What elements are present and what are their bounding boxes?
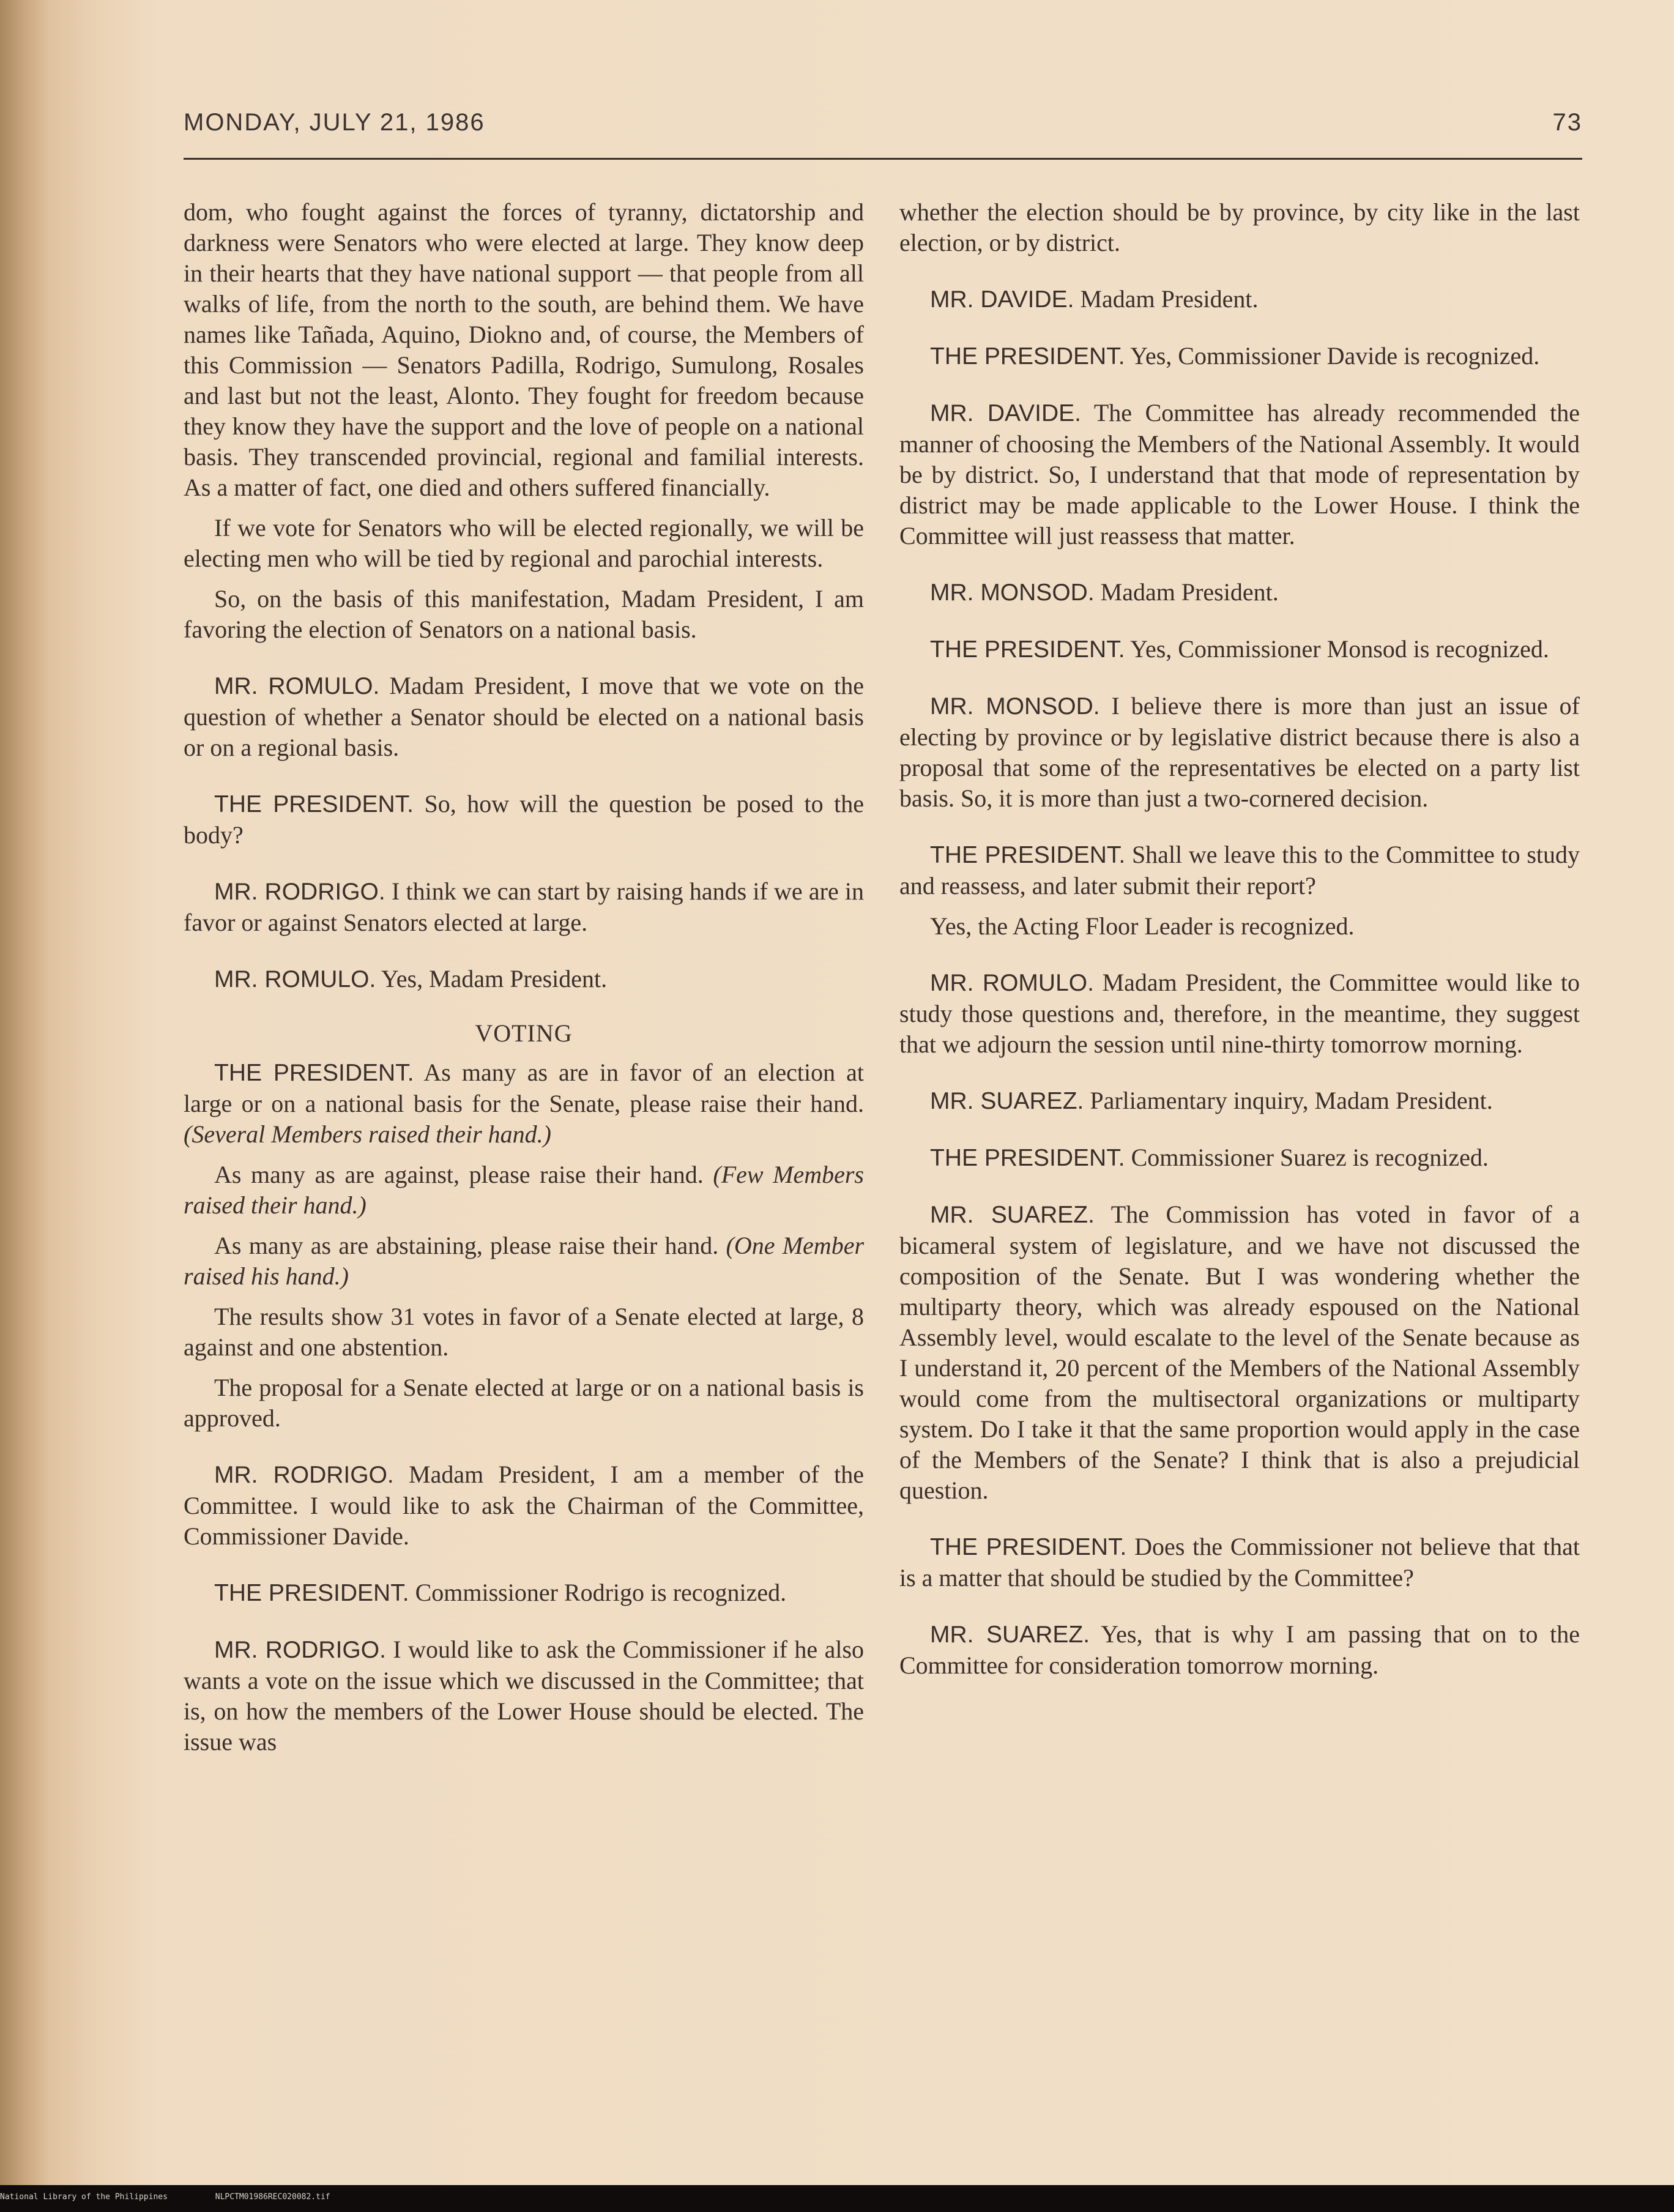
speech-paragraph [899,840,1580,901]
speaker-name: THE PRESIDENT. [930,1534,1127,1560]
speech-paragraph [899,577,1580,608]
speech-text: The Commission has voted in favor of a bicameral system of legislature, and we have not discussed the composition of the Senate. But I was wondering whether the multiparty theory, which was already espoused on the National Assembly level, would escalate to the level of the Senate because as I understand it, 20 percent of the Members of the National Assembly would come from the multisectoral organizations or multiparty system. Do I take it that the same proportion would apply in the case of the Members of the Senate? I think that is also a prejudicial question. [899,1201,1580,1504]
speech-text: Yes, that is why I am passing that on to the Committee for consideration tomorrow morning. [899,1620,1580,1679]
speech-paragraph [899,1199,1580,1506]
paragraph-text: As many as are abstaining, please raise their hand. [214,1232,719,1259]
speech-text: I would like to ask the Commissioner if he also wants a vote on the issue which we discussed in the Committee; that is, on how the members of the Lower House should be elected. The issue was [184,1636,865,1756]
continued-paragraph: whether the election should be by province, by city like in the last election, or by district. [899,198,1580,256]
speech-text: Shall we leave this to the Committee to study and reassess, and later submit their report? [899,841,1580,899]
page-number: 73 [1552,109,1582,136]
speaker-name: MR. RODRIGO. [214,1637,386,1663]
speaker-name: MR. DAVIDE. [930,286,1074,313]
speech-paragraph [899,691,1580,814]
speaker-name: THE PRESIDENT. [930,842,1126,868]
speech-text: Parliamentary inquiry, Madam President. [1090,1087,1493,1114]
speaker-name: MR. RODRIGO. [214,1462,394,1488]
speaker-name: MR. MONSOD. [930,693,1100,720]
speech-paragraph [899,1142,1580,1174]
speech-text: Yes, Commissioner Monsod is recognized. [1130,635,1549,663]
speaker-name: MR. RODRIGO. [214,879,385,905]
speech-paragraph [899,341,1580,372]
speech-text: The Committee has already recommended the manner of choosing the Members of the National Assembly. It would be by district. So, I understand that that mode of representation by district may be made applicable to the Lower House. I think the Committee will just reassess that matter. [899,399,1580,549]
paragraph [184,1231,864,1292]
speech-paragraph [899,967,1580,1060]
paragraph [184,1160,864,1221]
stage-direction: (One Member raised his hand.) [184,1232,865,1290]
speaker-name: MR. DAVIDE. [930,400,1082,426]
speech-text: I believe there is more than just an issue of electing by province or by legislative district because there is also a proposal that some of the representatives be elected on a party list basis. So, it is more than just a two-cornered decision. [899,692,1580,812]
speech-paragraph [184,1634,864,1757]
paragraph-text: As many as are against, please raise their hand. [214,1161,704,1188]
page-header [184,109,1582,158]
speech-text: Yes, Commissioner Davide is recognized. [1130,342,1540,370]
speaker-name: MR. ROMULO. [214,673,380,699]
speaker-name: MR. SUAREZ. [930,1622,1090,1648]
continued-paragraph: dom, who fought against the forces of tyranny, dictatorship and darkness were Senators who were elected at large. They know deep in their hearts that they have national support — that people from all walks of life, from the north to the south, are behind them. We have names like Tañada, Aquino, Diokno and, of course, the Members of this Commission — Senators Padilla, Rodrigo, Sumulong, Rosales and last but not the least, Alonto. They fought for freedom because they know they have the support and the love of people on a national basis. They transcended provincial, regional and familial interests. As a matter of fact, one died and others suffered financially. [184,198,864,501]
right-column [899,197,1580,1691]
speech-paragraph [184,876,864,938]
speech-text: I think we can start by raising hands if we are in favor or against Senators elected at large. [184,877,865,936]
stage-direction: (Several Members raised their hand.) [184,1120,551,1148]
speech-text: Does the Commissioner not believe that that is a matter that should be studied by the Committee? [899,1533,1580,1592]
speaker-name: MR. ROMULO. [214,966,376,992]
speech-text: Madam President, I move that we vote on the question of whether a Senator should be elected on a national basis or on a regional basis. [184,672,864,761]
speaker-name: THE PRESIDENT. [214,1580,409,1606]
speech-paragraph [899,1619,1580,1681]
speech-paragraph [184,789,864,851]
speech-paragraph [899,398,1580,551]
speech-paragraph [899,1532,1580,1593]
speaker-name: MR. ROMULO. [930,970,1094,996]
header-date: MONDAY, JULY 21, 1986 [184,109,485,136]
speech-paragraph [184,964,864,995]
speech-paragraph [184,1577,864,1609]
footer-library: National Library of the Philippines [0,2192,168,2202]
speaker-name: THE PRESIDENT. [930,636,1125,663]
speaker-name: THE PRESIDENT. [214,1060,414,1086]
paragraph: The proposal for a Senate elected at large or on a national basis is approved. [184,1374,864,1432]
footer-filename: NLPCTM01986REC020082.tif [215,2192,330,2202]
speech-text: So, how will the question be posed to the body? [184,790,864,849]
speech-paragraph [899,634,1580,665]
paragraph: Yes, the Acting Floor Leader is recognized. [930,912,1355,940]
speaker-name: MR. SUAREZ. [930,1088,1084,1114]
speaker-name: THE PRESIDENT. [930,343,1125,370]
speech-paragraph [184,1057,864,1150]
speech-text: Commissioner Suarez is recognized. [1131,1144,1489,1171]
paragraph: The results show 31 votes in favor of a Senate elected at large, 8 against and one abstention. [184,1303,864,1361]
speech-text: Madam President. [1100,578,1279,606]
header-rule [184,158,1582,160]
speech-text: Madam President, I am a member of the Committee. I would like to ask the Chairman of the Committee, Commissioner Davide. [184,1461,864,1550]
speech-text: Madam President, the Committee would like to study those questions and, therefore, in the meantime, they suggest that we adjourn the session until nine-thirty tomorrow morning. [899,969,1580,1058]
stage-direction: (Few Members raised their hand.) [184,1161,864,1219]
paragraph: If we vote for Senators who will be elected regionally, we will be electing men who will be tied by regional and parochial interests. [184,514,864,572]
speech-text: As many as are in favor of an election at large or on a national basis for the Senate, please raise their hand. [184,1059,864,1117]
speech-paragraph [899,284,1580,315]
scan-footer [0,2192,373,2206]
speech-text: Madam President. [1080,285,1259,313]
speaker-name: THE PRESIDENT. [214,791,414,817]
speaker-name: MR. MONSOD. [930,579,1095,606]
speaker-name: THE PRESIDENT. [930,1145,1125,1171]
speech-paragraph [184,671,864,763]
speaker-name: MR. SUAREZ. [930,1202,1095,1228]
paragraph: So, on the basis of this manifestation, Madam President, I am favoring the election of Senators on a national basis. [184,585,864,643]
speech-paragraph [184,1459,864,1552]
speech-text: Yes, Madam President. [381,965,608,992]
left-column [184,197,864,1767]
speech-text: Commissioner Rodrigo is recognized. [415,1579,787,1606]
section-heading: VOTING [475,1019,573,1047]
speech-paragraph [899,1086,1580,1117]
